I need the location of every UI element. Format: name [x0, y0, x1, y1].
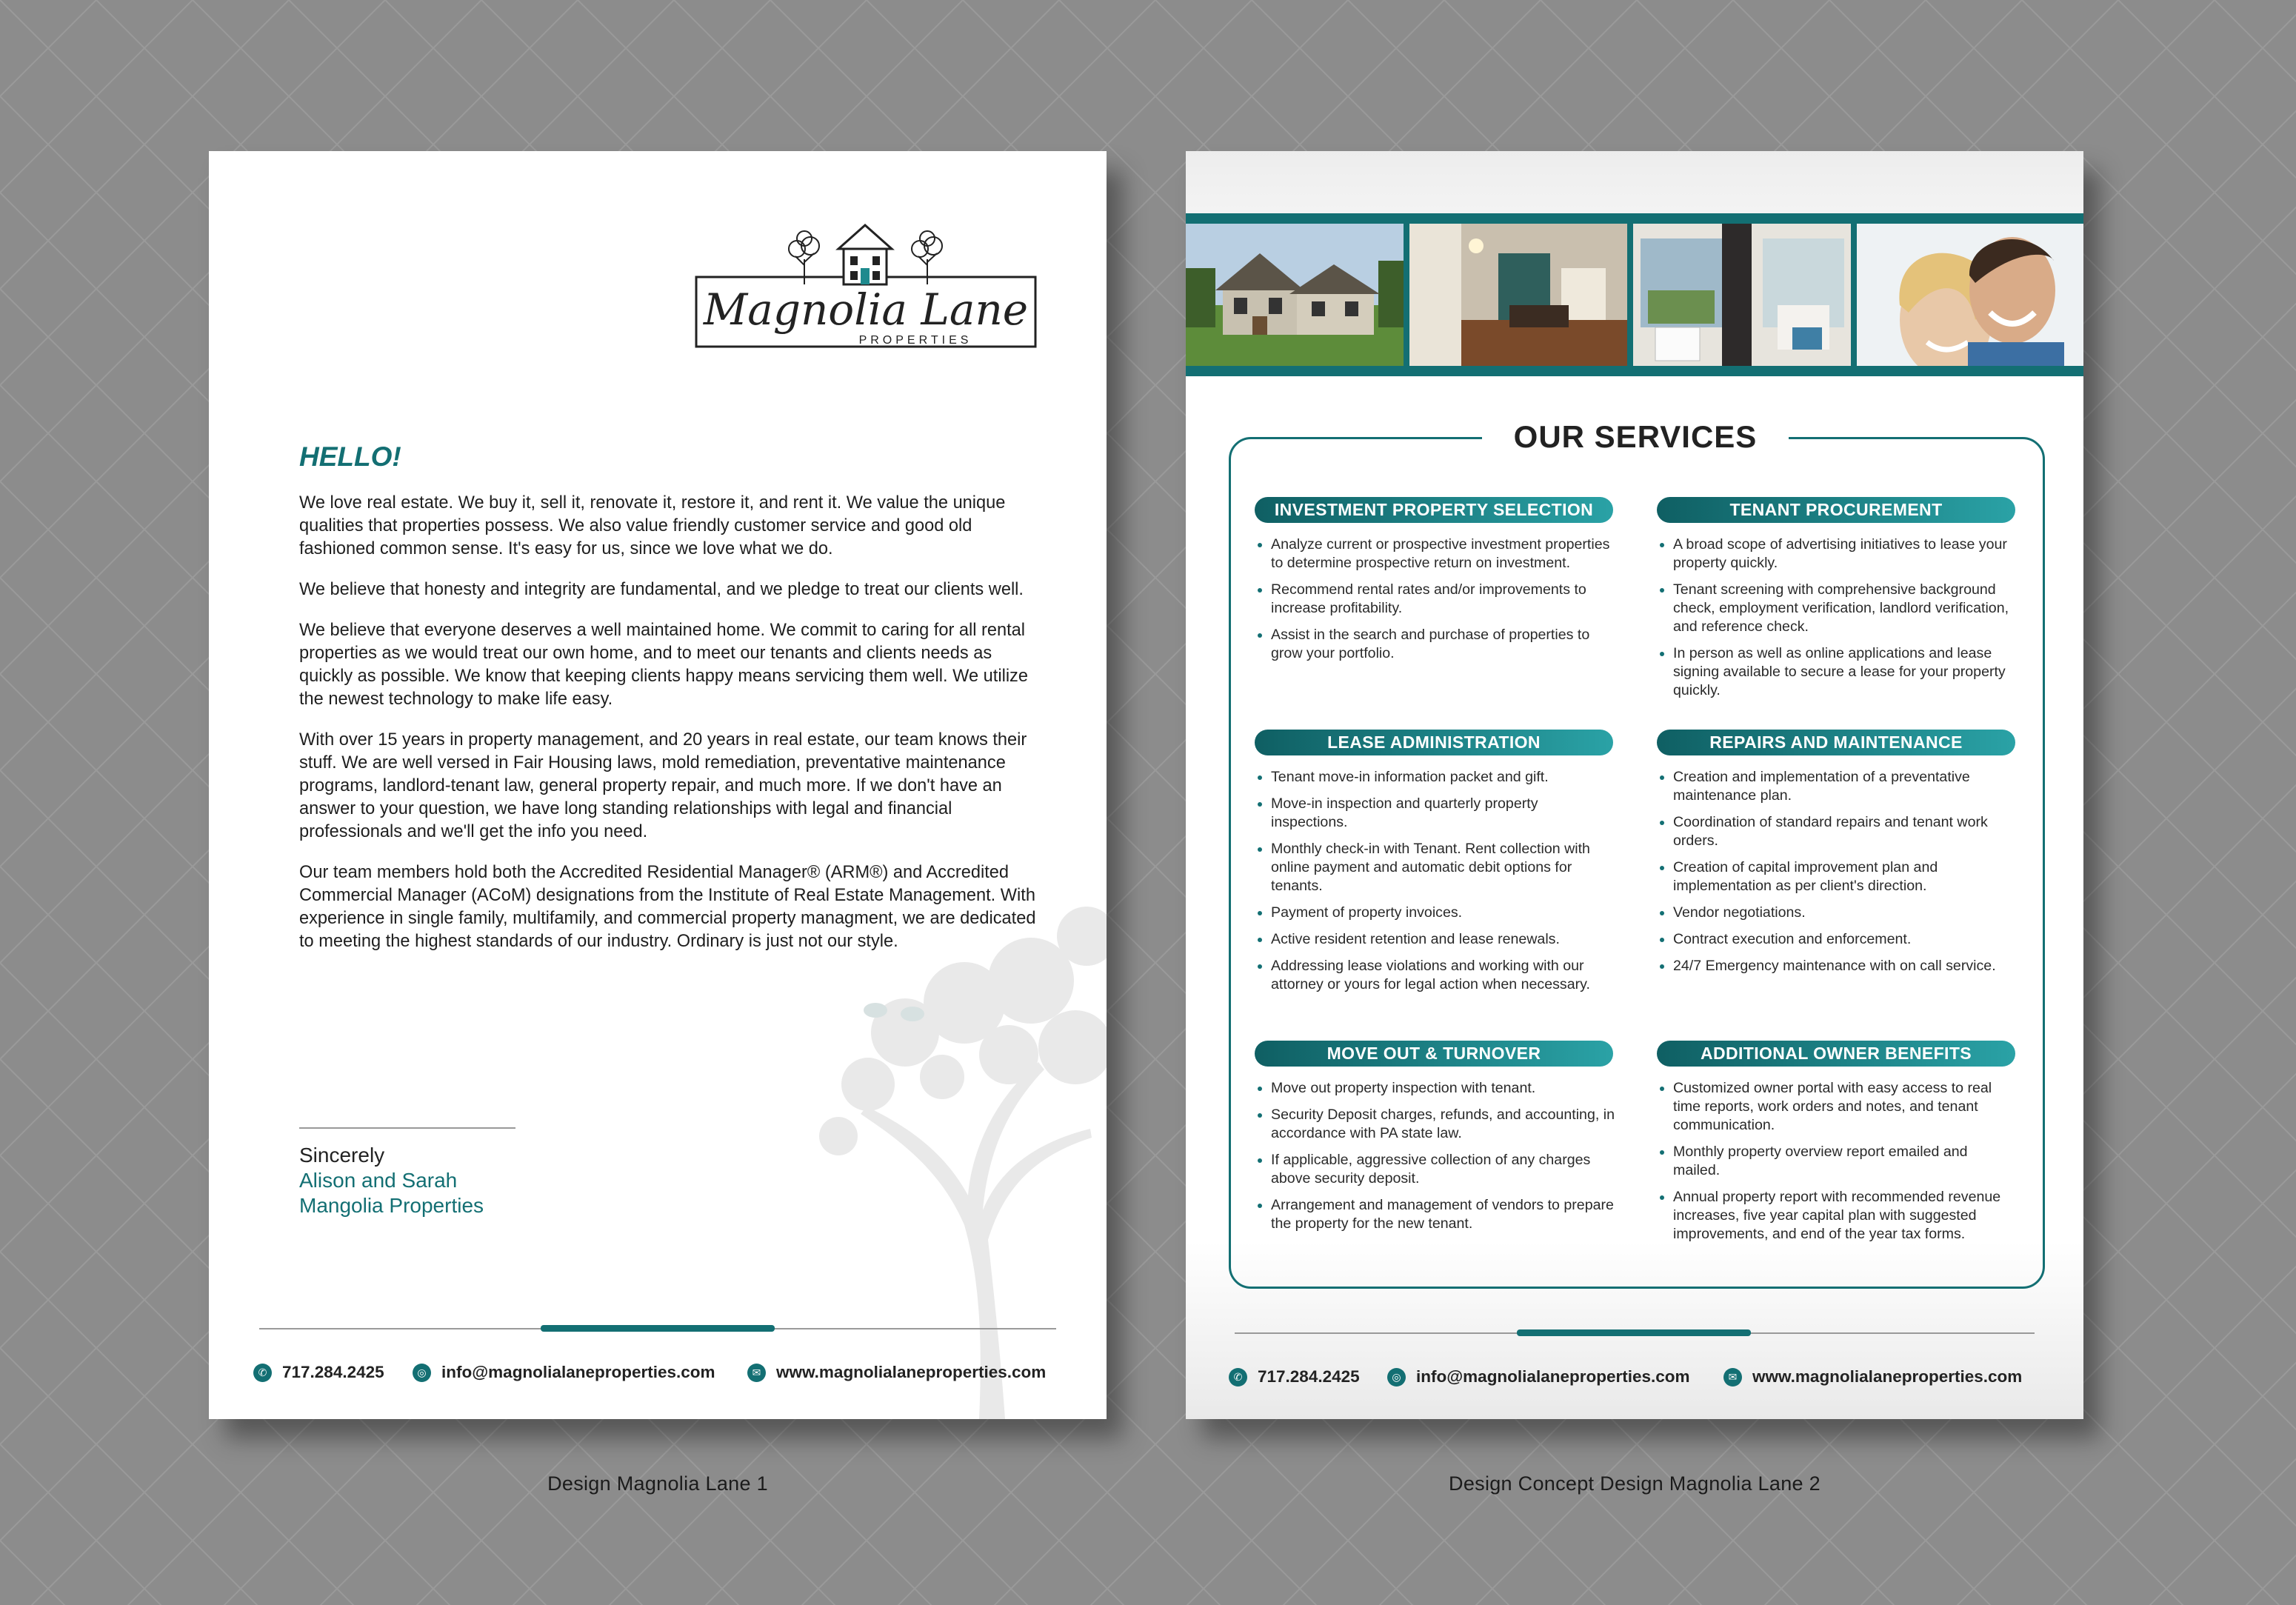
logo-text: Magnolia Lane: [703, 284, 1029, 335]
list-item: Move out property inspection with tenant.: [1255, 1079, 1615, 1098]
investment-list: [1255, 535, 1615, 671]
footer-website: [1723, 1367, 2022, 1387]
list-item: Tenant move-in information packet and gift.: [1255, 768, 1615, 787]
phone-icon: ✆: [253, 1364, 272, 1382]
paragraph: With over 15 years in property management, and 20 years in real estate, our team knows their stuff. We are well versed in Fair Housing laws, mold remediation, preventative maintenance programs, landlord-tenant law, general property repair, and much more. If we don't have an answer to your question, we have long standing relationships with legal and financial professionals and we'll get the info you need.: [299, 730, 1027, 841]
letter-body: [299, 492, 1040, 971]
list-item: Contract execution and enforcement.: [1657, 930, 2017, 949]
section-heading: INVESTMENT PROPERTY SELECTION: [1255, 497, 1613, 523]
tenant-procurement-list: [1657, 535, 2017, 708]
list-item: Annual property report with recommended revenue increases, five year capital plan with suggested improvements, and end of the year tax forms.: [1657, 1188, 2017, 1244]
interior-window-photo: [1633, 224, 1851, 366]
list-item: In person as well as online applications and lease signing available to secure a lease for your property quickly.: [1657, 644, 2017, 700]
paragraph: We believe that everyone deserves a well maintained home. We commit to caring for all rental properties as we would treat our own home, and to meet our tenants and clients needs as quickly as possible. We know that keeping clients happy means servicing them well. We utilize the newest technology to make life easy.: [299, 621, 1028, 709]
design-1-caption: Design Magnolia Lane 1: [547, 1472, 768, 1495]
house-icon: [838, 225, 892, 284]
move-out-list: [1255, 1079, 1615, 1241]
list-item: Monthly check-in with Tenant. Rent collection with online payment and automatic debit options for tenants.: [1255, 840, 1615, 895]
list-item: Analyze current or prospective investment properties to determine prospective return on investment.: [1255, 535, 1615, 573]
list-item: Tenant screening with comprehensive background check, employment verification, landlord verification, and reference check.: [1657, 581, 2017, 636]
paragraph: Our team members hold both the Accredited Residential Manager® (ARM®) and Accredited Commercial Manager (ACoM) designations from the Institute of Real Estate Management. With experience in single family, multifamily, and commercial property managment, we are dedicated to meeting the highest standards of our industry. Ordinary is just not our style.: [299, 863, 1036, 951]
website-text: www.magnolialaneproperties.com: [776, 1363, 1047, 1381]
list-item: Arrangement and management of vendors to prepare the property for the new tenant.: [1255, 1196, 1615, 1233]
section-heading: MOVE OUT & TURNOVER: [1255, 1041, 1613, 1067]
footer-accent-bar: [541, 1325, 775, 1332]
smiling-couple-photo: [1857, 224, 2083, 366]
signer-names: Alison and Sarah: [299, 1169, 458, 1192]
list-item: Recommend rental rates and/or improvements to increase profitability.: [1255, 581, 1615, 618]
list-item: Coordination of standard repairs and tenant work orders.: [1657, 813, 2017, 850]
list-item: A broad scope of advertising initiatives to lease your property quickly.: [1657, 535, 2017, 573]
signature-line: [299, 1127, 515, 1129]
list-item: Customized owner portal with easy access to real time reports, work orders and notes, and tenant communication.: [1657, 1079, 2017, 1135]
services-page: [1186, 151, 2083, 1419]
list-item: If applicable, aggressive collection of any charges above security deposit.: [1255, 1151, 1615, 1188]
phone-text: 717.284.2425: [282, 1363, 384, 1381]
section-heading: REPAIRS AND MAINTENANCE: [1657, 730, 2015, 755]
list-item: Active resident retention and lease renewals.: [1255, 930, 1615, 949]
section-heading: ADDITIONAL OWNER BENEFITS: [1657, 1041, 2015, 1067]
paragraph: We believe that honesty and integrity are fundamental, and we pledge to treat our clients well.: [299, 580, 1024, 599]
list-item: Security Deposit charges, refunds, and accounting, in accordance with PA state law.: [1255, 1106, 1615, 1143]
list-item: Addressing lease violations and working with our attorney or yours for legal action when necessary.: [1255, 957, 1615, 994]
list-item: Creation of capital improvement plan and implementation as per client's direction.: [1657, 858, 2017, 895]
list-item: Creation and implementation of a preventative maintenance plan.: [1657, 768, 2017, 805]
list-item: Assist in the search and purchase of properties to grow your portfolio.: [1255, 626, 1615, 663]
design-2-caption: Design Concept Design Magnolia Lane 2: [1449, 1472, 1821, 1495]
section-heading: TENANT PROCUREMENT: [1657, 497, 2015, 523]
mail-icon: ✉: [747, 1364, 766, 1382]
globe-icon: ◎: [413, 1364, 431, 1382]
house-exterior-photo: [1186, 224, 1404, 366]
greeting: HELLO!: [299, 441, 401, 472]
globe-icon: ◎: [1387, 1368, 1406, 1387]
email-text: info@magnolialaneproperties.com: [441, 1363, 715, 1381]
paragraph: We love real estate. We buy it, sell it, renovate it, restore it, and rent it. We value the unique qualities that properties possess. We also value friendly customer service and good old fashioned common sense. It's easy for us, since we love what we do.: [299, 493, 1006, 558]
services-title: OUR SERVICES: [1482, 419, 1789, 455]
footer-phone: [253, 1363, 384, 1382]
letterhead-page: [209, 151, 1107, 1419]
footer-email: [413, 1363, 715, 1382]
list-item: Monthly property overview report emailed and mailed.: [1657, 1143, 2017, 1180]
phone-icon: ✆: [1229, 1368, 1247, 1387]
living-room-photo: [1409, 224, 1627, 366]
list-item: Vendor negotiations.: [1657, 904, 2017, 922]
owner-benefits-list: [1657, 1079, 2017, 1252]
lease-administration-list: [1255, 768, 1615, 1002]
footer-accent-bar: [1517, 1329, 1751, 1336]
section-heading: LEASE ADMINISTRATION: [1255, 730, 1613, 755]
list-item: Move-in inspection and quarterly property inspections.: [1255, 795, 1615, 832]
logo-subtext: PROPERTIES: [858, 334, 972, 347]
company-name: Mangolia Properties: [299, 1194, 484, 1217]
photo-strip: [1186, 213, 2083, 376]
footer-email: [1387, 1367, 1690, 1387]
footer-website: [747, 1363, 1046, 1382]
repairs-maintenance-list: [1657, 768, 2017, 984]
list-item: 24/7 Emergency maintenance with on call service.: [1657, 957, 2017, 975]
magnolia-lane-logo: [693, 213, 1038, 361]
list-item: Payment of property invoices.: [1255, 904, 1615, 922]
email-text: info@magnolialaneproperties.com: [1416, 1367, 1690, 1386]
signoff: Sincerely: [299, 1144, 385, 1167]
website-text: www.magnolialaneproperties.com: [1752, 1367, 2023, 1386]
footer-phone: [1229, 1367, 1360, 1387]
mail-icon: ✉: [1723, 1368, 1742, 1387]
phone-text: 717.284.2425: [1258, 1367, 1360, 1386]
